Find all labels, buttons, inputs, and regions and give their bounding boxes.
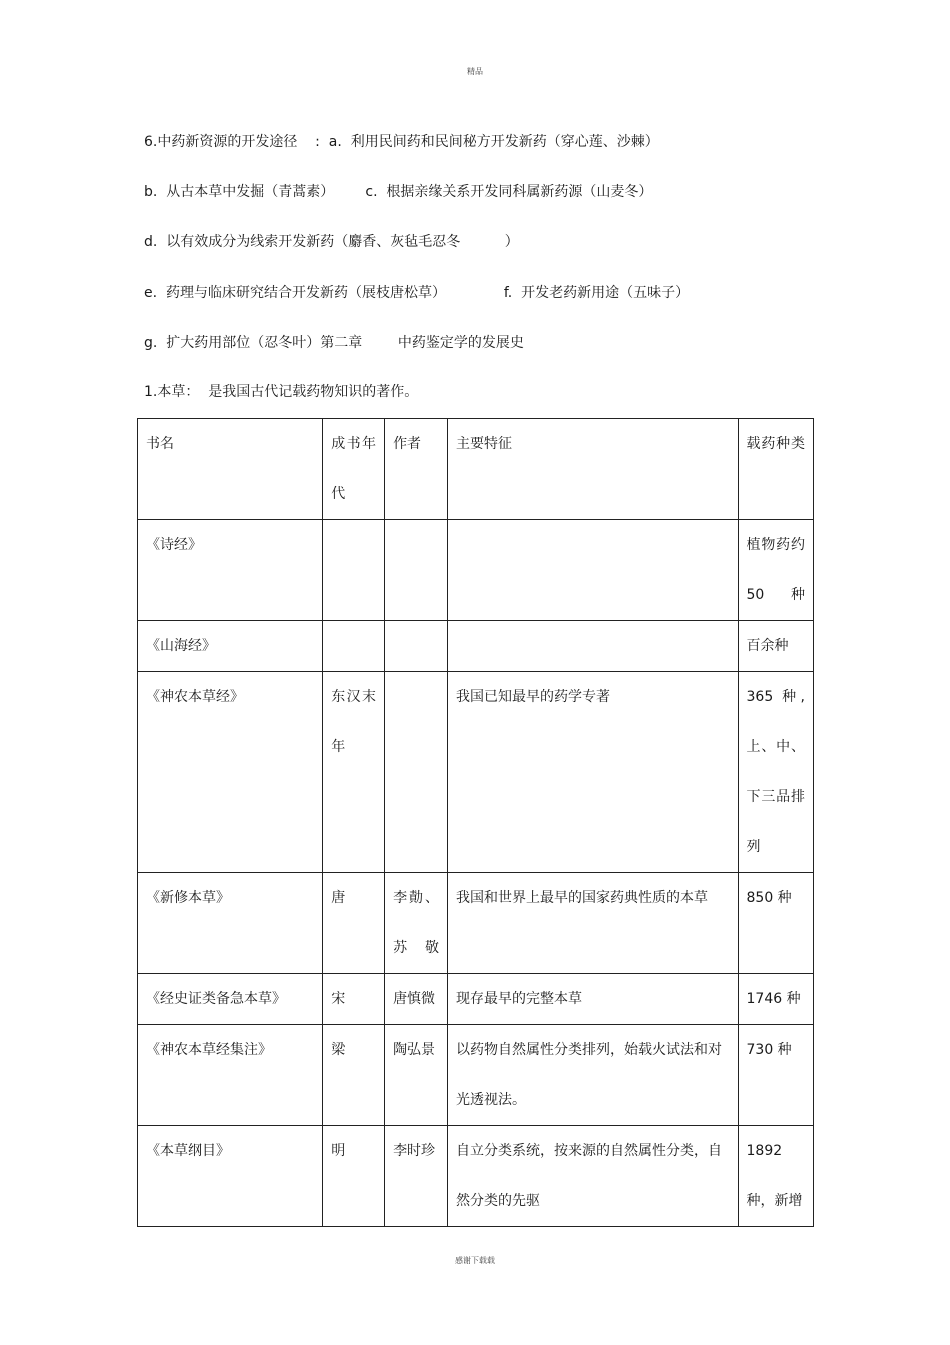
- cell-era: [323, 520, 385, 621]
- cell-author: 唐慎微: [385, 974, 448, 1025]
- text-line-3: d. 以有效成分为线索开发新药（麝香、灰毡毛忍冬 ）: [144, 234, 519, 250]
- header-cell-count: 载药种类: [738, 419, 814, 520]
- header-cell-feature: 主要特征: [447, 419, 738, 520]
- cell-feature: 现存最早的完整本草: [447, 974, 738, 1025]
- cell-book: 《新修本草》: [138, 873, 323, 974]
- cell-book: 《本草纲目》: [138, 1126, 323, 1227]
- cell-book: 《神农本草经》: [138, 672, 323, 873]
- table-row: [138, 621, 814, 672]
- cell-era: 宋: [323, 974, 385, 1025]
- cell-author: 李勣、苏敬: [385, 873, 448, 974]
- cell-author: [385, 672, 448, 873]
- cell-book: 《经史证类备急本草》: [138, 974, 323, 1025]
- page-footer: 感谢下载载: [455, 1256, 495, 1265]
- cell-feature: 以药物自然属性分类排列，始载火试法和对光透视法。: [447, 1025, 738, 1126]
- text-line-5: g. 扩大药用部位（忍冬叶）第二章 中药鉴定学的发展史: [144, 335, 524, 351]
- table-row: [138, 974, 814, 1025]
- header-cell-book: 书名: [138, 419, 323, 520]
- cell-feature: 自立分类系统，按来源的自然属性分类，自然分类的先驱: [447, 1126, 738, 1227]
- cell-feature: 我国和世界上最早的国家药典性质的本草: [447, 873, 738, 974]
- text-line-2: b. 从古本草中发掘（青蒿素） c. 根据亲缘关系开发同科属新药源（山麦冬）: [144, 184, 653, 200]
- cell-book: 《神农本草经集注》: [138, 1025, 323, 1126]
- cell-era: 唐: [323, 873, 385, 974]
- table-row: [138, 1126, 814, 1227]
- text-line-6: 1.本草： 是我国古代记载药物知识的著作。: [144, 384, 419, 400]
- cell-author: [385, 621, 448, 672]
- cell-era: [323, 621, 385, 672]
- text-line-4: e. 药理与临床研究结合开发新药（展枝唐松草） f. 开发老药新用途（五味子）: [144, 285, 690, 301]
- cell-book: 《诗经》: [138, 520, 323, 621]
- table-row: [138, 672, 814, 873]
- cell-era: 东汉末年: [323, 672, 385, 873]
- cell-count: 850 种: [738, 873, 814, 974]
- cell-count: 1746 种: [738, 974, 814, 1025]
- table-header-row: [138, 419, 814, 520]
- cell-count: 植物药约 50 种: [738, 520, 814, 621]
- table-row: [138, 520, 814, 621]
- cell-author: 李时珍: [385, 1126, 448, 1227]
- page-header: 精品: [467, 67, 483, 76]
- herbal-books-table: [137, 418, 814, 1227]
- table-row: [138, 1025, 814, 1126]
- cell-era: 明: [323, 1126, 385, 1227]
- cell-feature: [447, 621, 738, 672]
- table-row: [138, 873, 814, 974]
- cell-era: 梁: [323, 1025, 385, 1126]
- cell-feature: 我国已知最早的药学专著: [447, 672, 738, 873]
- cell-count: 730 种: [738, 1025, 814, 1126]
- header-cell-author: 作者: [385, 419, 448, 520]
- cell-author: [385, 520, 448, 621]
- header-cell-era: 成书年代: [323, 419, 385, 520]
- cell-count: 1892 种，新增: [738, 1126, 814, 1227]
- cell-count: 365 种,上、中、下三品排列: [738, 672, 814, 873]
- cell-feature: [447, 520, 738, 621]
- cell-count: 百余种: [738, 621, 814, 672]
- cell-author: 陶弘景: [385, 1025, 448, 1126]
- text-line-1: 6.中药新资源的开发途径 : a. 利用民间药和民间秘方开发新药（穿心莲、沙棘）: [144, 134, 659, 150]
- cell-book: 《山海经》: [138, 621, 323, 672]
